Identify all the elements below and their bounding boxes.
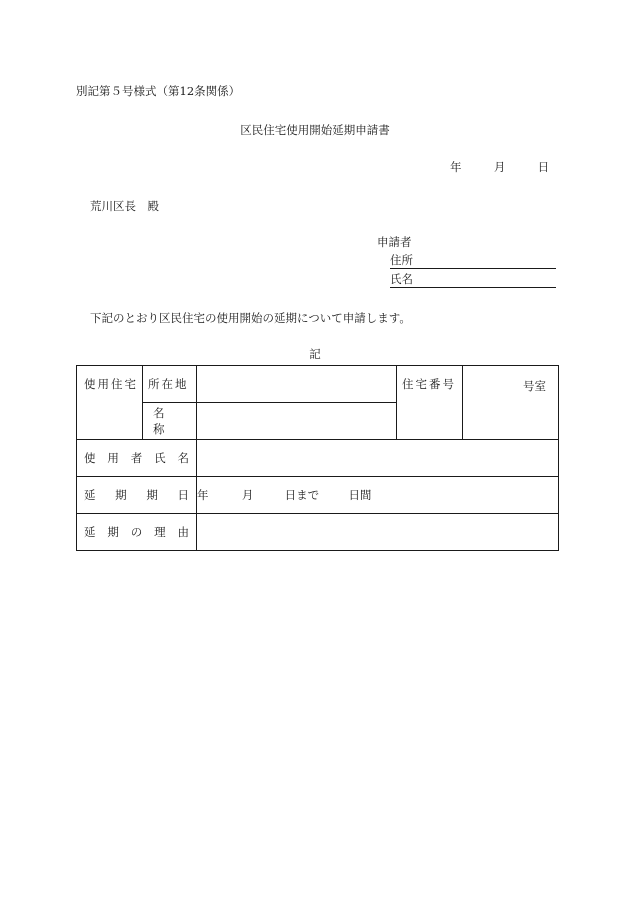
date-row: [450, 162, 549, 174]
table-row-user-name: [77, 440, 559, 477]
period-input[interactable]: [197, 477, 559, 514]
form-reference: 別記第５号様式（第12条関係）: [76, 84, 241, 98]
location-input[interactable]: [197, 366, 397, 403]
period-days: 日間: [348, 488, 372, 502]
date-month-label: 月: [493, 160, 506, 174]
period-month: 月: [241, 488, 254, 502]
table-row-period: [77, 477, 559, 514]
location-label: 所在地: [143, 366, 197, 403]
reason-input[interactable]: [197, 514, 559, 551]
unit-number-label: 住宅番号: [397, 366, 463, 440]
table-row-location: [77, 366, 559, 403]
applicant-name-label: 氏名: [390, 271, 413, 286]
period-until: 日まで: [284, 488, 320, 502]
period-year: 年: [197, 488, 209, 502]
date-day-label: 日: [537, 160, 550, 174]
application-table: [76, 365, 559, 551]
request-statement: 下記のとおり区民住宅の使用開始の延期について申請します。: [90, 311, 411, 325]
period-label: 延 期 期 日: [77, 477, 197, 514]
building-name-label: 名 称: [143, 403, 197, 440]
user-name-label: 使 用 者 氏 名: [77, 440, 197, 477]
date-year-label: 年: [450, 160, 462, 174]
room-number-input[interactable]: [463, 366, 559, 440]
applicant-address-label: 住所: [390, 252, 413, 267]
applicant-name-field[interactable]: [390, 271, 556, 288]
room-suffix: 号室: [523, 379, 546, 393]
building-name-input[interactable]: [197, 403, 397, 440]
applicant-label: 申請者: [377, 235, 412, 249]
table-row-reason: [77, 514, 559, 551]
ki-heading: 記: [309, 347, 321, 361]
applicant-address-field[interactable]: [390, 252, 556, 269]
reason-label: 延 期 の 理 由: [77, 514, 197, 551]
document-title: 区民住宅使用開始延期申請書: [240, 123, 390, 137]
addressee: 荒川区長 殿: [90, 199, 159, 213]
user-name-input[interactable]: [197, 440, 559, 477]
housing-label: 使用住宅: [77, 366, 143, 440]
